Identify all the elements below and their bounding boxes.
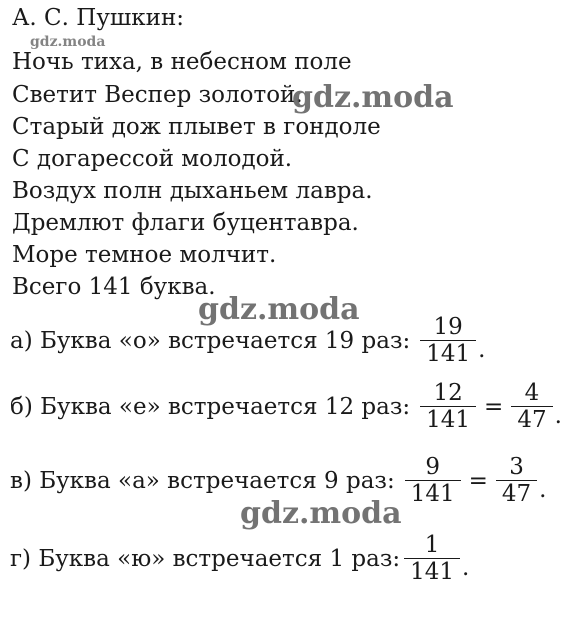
answer-b-denominator-1: 141	[420, 406, 476, 433]
answer-b-numerator-1: 12	[433, 380, 463, 406]
answer-b	[10, 380, 562, 433]
answer-c-fraction-1	[405, 454, 461, 507]
answer-a-fraction	[420, 314, 476, 367]
watermark-3: gdz.moda	[240, 496, 402, 531]
answer-c-denominator-1: 141	[405, 480, 461, 507]
answer-b-fraction-1	[420, 380, 476, 433]
answer-c	[10, 454, 546, 507]
poem-line-3: Старый дож плывет в гондоле	[12, 114, 381, 140]
poem-line-5: Воздух полн дыханьем лавра.	[12, 178, 373, 204]
answer-d-fraction	[404, 532, 460, 585]
answer-d-numerator: 1	[424, 532, 440, 558]
watermark-2: gdz.moda	[198, 292, 360, 327]
answer-a-period: .	[478, 337, 486, 363]
answer-a-denominator: 141	[420, 340, 476, 367]
answer-a-label: а) Буква «о» встречается 19 раз:	[10, 327, 411, 354]
watermark-1: gdz.moda	[292, 80, 454, 115]
answer-d-denominator: 141	[404, 558, 460, 585]
author-line: А. С. Пушкин:	[12, 5, 185, 31]
answer-c-equals: =	[468, 467, 488, 494]
poem-line-2: Светит Веспер золотой.	[12, 82, 303, 108]
answer-c-numerator-1: 9	[425, 454, 440, 480]
answer-b-period: .	[554, 403, 562, 429]
answer-c-denominator-2: 47	[496, 480, 537, 507]
answer-b-denominator-2: 47	[511, 406, 552, 433]
answer-c-label: в) Буква «а» встречается 9 раз:	[10, 467, 395, 494]
answer-d-label: г) Буква «ю» встречается 1 раз:	[10, 545, 401, 572]
answer-c-period: .	[539, 477, 547, 503]
poem-line-6: Дремлют флаги буцентавра.	[12, 210, 359, 236]
answer-b-equals: =	[484, 393, 504, 420]
poem-line-1: Ночь тиха, в небесном поле	[12, 49, 352, 75]
answer-a	[10, 314, 485, 367]
answer-c-fraction-2	[496, 454, 537, 507]
total-letters-line: Всего 141 буква.	[12, 274, 216, 300]
answer-d-period: .	[462, 555, 470, 581]
answer-c-numerator-2: 3	[509, 454, 524, 480]
answer-d	[10, 532, 469, 585]
answer-b-label: б) Буква «е» встречается 12 раз:	[10, 393, 411, 420]
watermark-small: gdz.moda	[30, 34, 106, 50]
answer-b-numerator-2: 4	[524, 380, 540, 406]
answer-a-numerator: 19	[433, 314, 463, 340]
poem-line-7: Море темное молчит.	[12, 242, 277, 268]
poem-line-4: С догарессой молодой.	[12, 146, 293, 172]
answer-b-fraction-2	[511, 380, 552, 433]
